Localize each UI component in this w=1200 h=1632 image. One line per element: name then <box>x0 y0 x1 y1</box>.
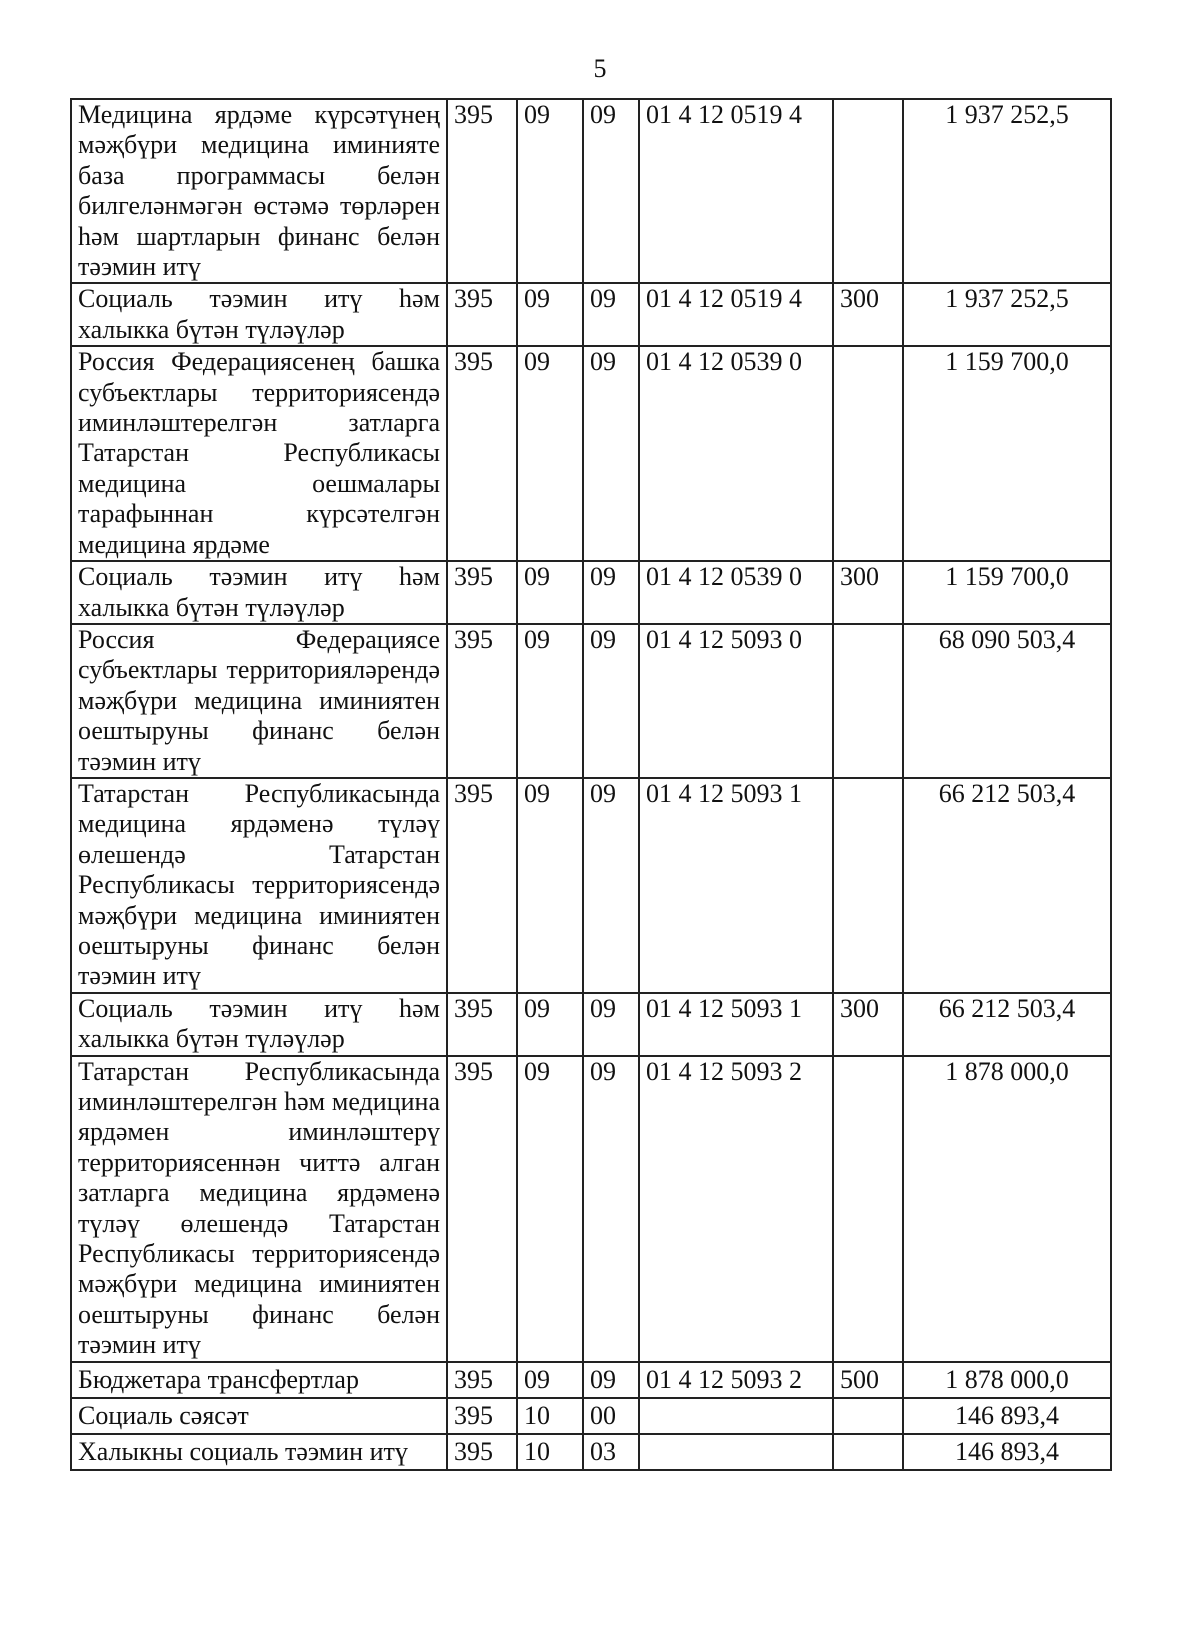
target-article-cell <box>639 1434 833 1470</box>
section-code-cell: 09 <box>517 1056 583 1362</box>
item-name-cell: Бюджетара трансфертлар <box>71 1362 447 1398</box>
item-name-cell: Татарстан Республикасында иминләштерелгән һәм медицина ярдәмен иминләштерү территориясеннән читтә алган затларга медицина ярдәменә түләү өлешендә Татарстан Республикасы территориясендә мәҗбүри медицина иминиятен оештыруны финанс белән тәэмин итү <box>71 1056 447 1362</box>
amount-cell: 1 159 700,0 <box>903 561 1111 624</box>
expense-type-cell <box>833 1056 903 1362</box>
ministry-code-cell: 395 <box>447 346 517 561</box>
table-row <box>71 624 1111 778</box>
ministry-code-cell: 395 <box>447 283 517 346</box>
amount-cell: 1 937 252,5 <box>903 283 1111 346</box>
subsection-code-cell: 09 <box>583 99 639 283</box>
table-row <box>71 1362 1111 1398</box>
amount-cell: 1 878 000,0 <box>903 1056 1111 1362</box>
subsection-code-cell: 09 <box>583 778 639 993</box>
table-row <box>71 1056 1111 1362</box>
amount-cell: 146 893,4 <box>903 1398 1111 1434</box>
expense-type-cell: 300 <box>833 283 903 346</box>
section-code-cell: 09 <box>517 993 583 1056</box>
expense-type-cell <box>833 1398 903 1434</box>
section-code-cell: 10 <box>517 1398 583 1434</box>
target-article-cell: 01 4 12 0539 0 <box>639 561 833 624</box>
expense-type-cell <box>833 99 903 283</box>
section-code-cell: 09 <box>517 346 583 561</box>
table-row <box>71 778 1111 993</box>
amount-cell: 1 937 252,5 <box>903 99 1111 283</box>
subsection-code-cell: 03 <box>583 1434 639 1470</box>
amount-cell: 146 893,4 <box>903 1434 1111 1470</box>
section-code-cell: 10 <box>517 1434 583 1470</box>
ministry-code-cell: 395 <box>447 1362 517 1398</box>
table-row <box>71 283 1111 346</box>
ministry-code-cell: 395 <box>447 99 517 283</box>
subsection-code-cell: 09 <box>583 624 639 778</box>
amount-cell: 1 159 700,0 <box>903 346 1111 561</box>
amount-cell: 66 212 503,4 <box>903 993 1111 1056</box>
section-code-cell: 09 <box>517 99 583 283</box>
section-code-cell: 09 <box>517 778 583 993</box>
amount-cell: 66 212 503,4 <box>903 778 1111 993</box>
amount-cell: 1 878 000,0 <box>903 1362 1111 1398</box>
ministry-code-cell: 395 <box>447 624 517 778</box>
expense-type-cell <box>833 624 903 778</box>
table-row <box>71 346 1111 561</box>
item-name-cell: Социаль тәэмин итү һәм халыкка бүтән түләүләр <box>71 993 447 1056</box>
ministry-code-cell: 395 <box>447 1056 517 1362</box>
item-name-cell: Халыкны социаль тәэмин итү <box>71 1434 447 1470</box>
item-name-cell: Россия Федерациясе субъектлары территорияләрендә мәҗбүри медицина иминиятен оештыруны финанс белән тәэмин итү <box>71 624 447 778</box>
ministry-code-cell: 395 <box>447 1398 517 1434</box>
section-code-cell: 09 <box>517 283 583 346</box>
ministry-code-cell: 395 <box>447 778 517 993</box>
item-name-cell: Татарстан Республикасында медицина ярдәменә түләү өлешендә Татарстан Республикасы территориясендә мәҗбүри медицина иминиятен оештыруны финанс белән тәэмин итү <box>71 778 447 993</box>
section-code-cell: 09 <box>517 624 583 778</box>
expense-type-cell: 300 <box>833 993 903 1056</box>
table-row <box>71 99 1111 283</box>
target-article-cell <box>639 1398 833 1434</box>
expense-type-cell <box>833 1434 903 1470</box>
target-article-cell: 01 4 12 5093 2 <box>639 1056 833 1362</box>
target-article-cell: 01 4 12 5093 2 <box>639 1362 833 1398</box>
expense-type-cell: 300 <box>833 561 903 624</box>
expense-type-cell: 500 <box>833 1362 903 1398</box>
subsection-code-cell: 09 <box>583 346 639 561</box>
subsection-code-cell: 09 <box>583 561 639 624</box>
section-code-cell: 09 <box>517 561 583 624</box>
table-row <box>71 1434 1111 1470</box>
item-name-cell: Россия Федерациясенең башка субъектлары территориясендә иминләштерелгән затларга Татарстан Республикасы медицина оешмалары тарафыннан күрсәтелгән медицина ярдәме <box>71 346 447 561</box>
expense-type-cell <box>833 778 903 993</box>
subsection-code-cell: 09 <box>583 1362 639 1398</box>
target-article-cell: 01 4 12 0539 0 <box>639 346 833 561</box>
subsection-code-cell: 09 <box>583 1056 639 1362</box>
ministry-code-cell: 395 <box>447 993 517 1056</box>
table-row <box>71 561 1111 624</box>
expense-type-cell <box>833 346 903 561</box>
target-article-cell: 01 4 12 0519 4 <box>639 99 833 283</box>
target-article-cell: 01 4 12 5093 0 <box>639 624 833 778</box>
ministry-code-cell: 395 <box>447 1434 517 1470</box>
table-body <box>71 99 1111 1470</box>
table-row <box>71 993 1111 1056</box>
item-name-cell: Социаль тәэмин итү һәм халыкка бүтән түләүләр <box>71 283 447 346</box>
ministry-code-cell: 395 <box>447 561 517 624</box>
target-article-cell: 01 4 12 0519 4 <box>639 283 833 346</box>
item-name-cell: Медицина ярдәме күрсәтүнең мәҗбүри медицина иминияте база программасы белән билгеләнмәгән өстәмә төрләрен һәм шартларын финанс белән тәэмин итү <box>71 99 447 283</box>
subsection-code-cell: 09 <box>583 283 639 346</box>
budget-table <box>70 98 1112 1471</box>
target-article-cell: 01 4 12 5093 1 <box>639 993 833 1056</box>
section-code-cell: 09 <box>517 1362 583 1398</box>
subsection-code-cell: 00 <box>583 1398 639 1434</box>
page-number: 5 <box>593 54 607 83</box>
table-row <box>71 1398 1111 1434</box>
amount-cell: 68 090 503,4 <box>903 624 1111 778</box>
item-name-cell: Социаль сәясәт <box>71 1398 447 1434</box>
subsection-code-cell: 09 <box>583 993 639 1056</box>
target-article-cell: 01 4 12 5093 1 <box>639 778 833 993</box>
item-name-cell: Социаль тәэмин итү һәм халыкка бүтән түләүләр <box>71 561 447 624</box>
